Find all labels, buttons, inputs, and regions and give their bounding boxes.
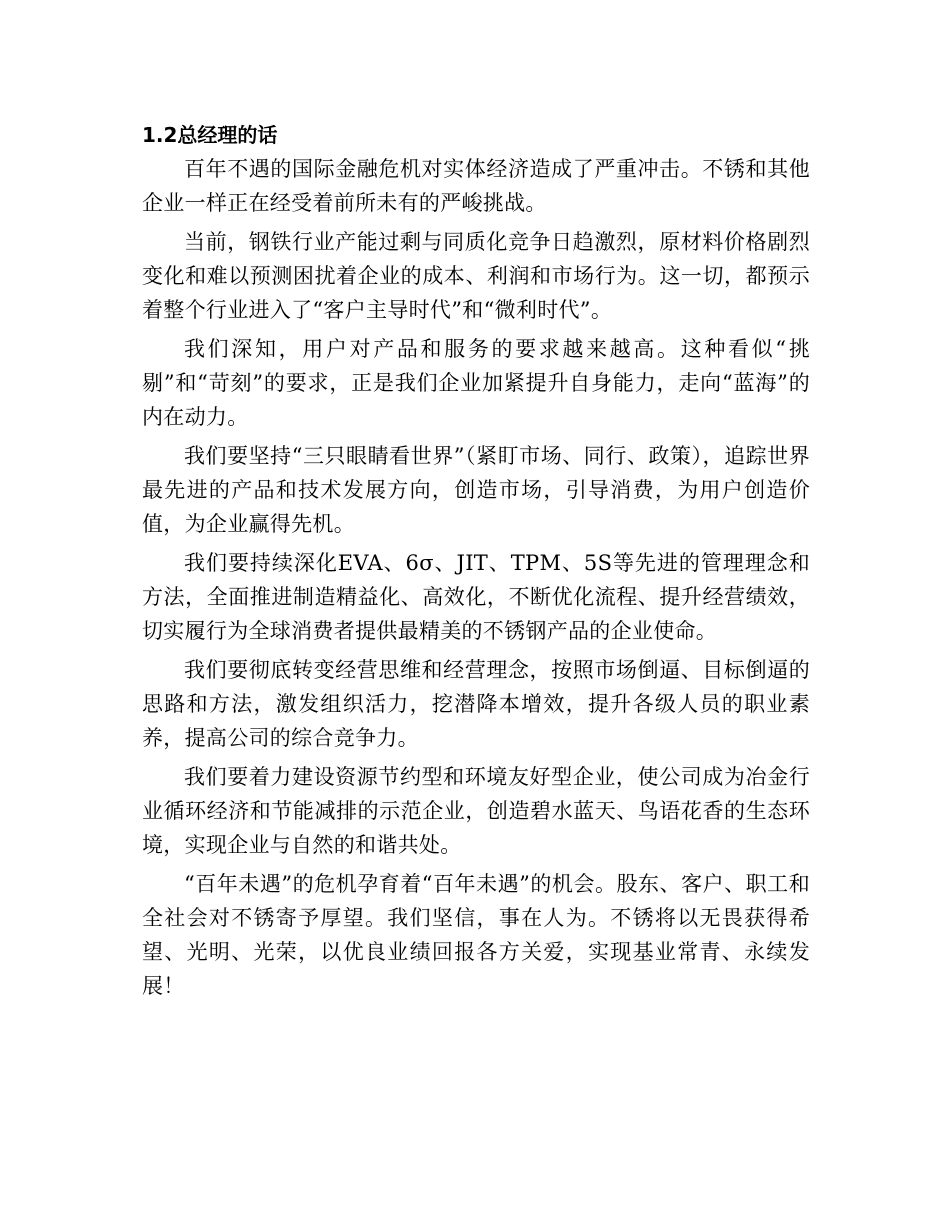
paragraph-1: 百年不遇的国际金融危机对实体经济造成了严重冲击。不锈和其他企业一样正在经受着前所未有的严峻挑战。 bbox=[142, 157, 810, 215]
paragraph-6: 我们要彻底转变经营思维和经营理念，按照市场倒逼、目标倒逼的思路和方法，激发组织活力，挖潜降本增效，提升各级人员的职业素养，提高公司的综合竞争力。 bbox=[142, 658, 810, 750]
document-body bbox=[142, 118, 810, 1008]
paragraph-7: 我们要着力建设资源节约型和环境友好型企业，使公司成为冶金行业循环经济和节能减排的示范企业，创造碧水蓝天、鸟语花香的生态环境，实现企业与自然的和谐共处。 bbox=[142, 765, 810, 857]
paragraph-5: 我们要持续深化EVA、6σ、JIT、TPM、5S等先进的管理理念和方法，全面推进制造精益化、高效化，不断优化流程、提升经营绩效，切实履行为全球消费者提供最精美的不锈钢产品的企业使命。 bbox=[142, 551, 810, 643]
paragraph-2: 当前，钢铁行业产能过剩与同质化竞争日趋激烈，原材料价格剧烈变化和难以预测困扰着企业的成本、利润和市场行为。这一切，都预示着整个行业进入了“客户主导时代”和“微利时代”。 bbox=[142, 230, 810, 322]
paragraph-4: 我们要坚持“三只眼睛看世界”（紧盯市场、同行、政策），追踪世界最先进的产品和技术发展方向，创造市场，引导消费，为用户创造价值，为企业赢得先机。 bbox=[142, 444, 810, 536]
section-heading: 1.2总经理的话 bbox=[142, 123, 278, 147]
paragraph-3: 我们深知，用户对产品和服务的要求越来越高。这种看似“挑剔”和“苛刻”的要求，正是我们企业加紧提升自身能力，走向“蓝海”的内在动力。 bbox=[142, 337, 810, 429]
paragraph-8: “百年未遇”的危机孕育着“百年未遇”的机会。股东、客户、职工和全社会对不锈寄予厚望。我们坚信，事在人为。不锈将以无畏获得希望、光明、光荣，以优良业绩回报各方关爱，实现基业常青、永续发展！ bbox=[142, 872, 810, 998]
